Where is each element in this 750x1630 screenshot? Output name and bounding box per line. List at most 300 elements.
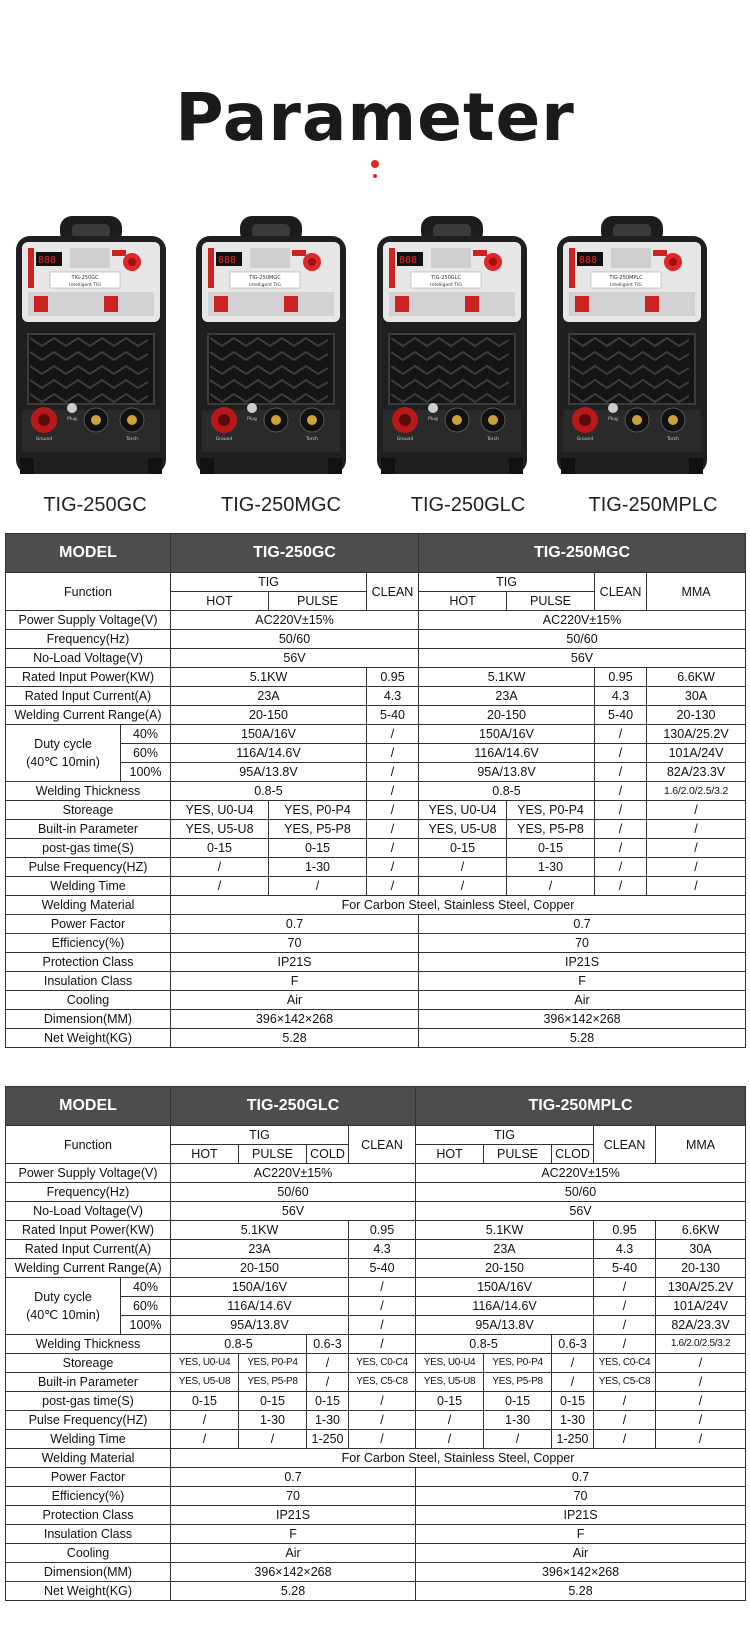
svg-text:Ground: Ground <box>215 437 233 442</box>
cell: / <box>595 877 647 896</box>
row-label: Frequency(Hz) <box>6 630 171 649</box>
cell: / <box>595 763 647 782</box>
cell: 95A/13.8V <box>171 1316 349 1335</box>
cell: 4.3 <box>367 687 419 706</box>
cell: F <box>419 972 746 991</box>
cell: YES, U0-U4 <box>171 1354 239 1373</box>
cell: 0.95 <box>349 1221 416 1240</box>
cell: 5.1KW <box>171 1221 349 1240</box>
cell: AC220V±15% <box>171 1164 416 1183</box>
row-label: Protection Class <box>6 953 171 972</box>
cell: CLEAN <box>349 1126 416 1164</box>
cell: / <box>595 744 647 763</box>
cell: CLOD <box>552 1145 594 1164</box>
cell: YES, C5-C8 <box>594 1373 656 1392</box>
row-label: Rated Input Power(KW) <box>6 1221 171 1240</box>
cell: / <box>594 1430 656 1449</box>
cell: HOT <box>171 1145 239 1164</box>
cell: 56V <box>419 649 746 668</box>
duty-sublabel: (40℃ 10min) <box>26 755 100 769</box>
model-header-a: TIG-250GLC <box>171 1087 416 1126</box>
cell: F <box>416 1525 746 1544</box>
cell: / <box>656 1411 746 1430</box>
cell: YES, U0-U4 <box>171 801 269 820</box>
cell: / <box>269 877 367 896</box>
cell: 23A <box>419 687 595 706</box>
cell: Air <box>171 991 419 1010</box>
cell: 1.6/2.0/2.5/3.2 <box>647 782 746 801</box>
accent-dot <box>371 160 379 168</box>
row-label: Rated Input Power(KW) <box>6 668 171 687</box>
cell: / <box>367 858 419 877</box>
cell: 100% <box>121 1316 171 1335</box>
cell: 0.8-5 <box>419 782 595 801</box>
product-name-3: TIG-250GLC <box>410 494 526 516</box>
row-label: Welding Time <box>6 877 171 896</box>
cell: / <box>656 1354 746 1373</box>
cell: / <box>595 858 647 877</box>
cell: 95A/13.8V <box>416 1316 594 1335</box>
cell: CLEAN <box>594 1126 656 1164</box>
row-label: Frequency(Hz) <box>6 1183 171 1202</box>
row-label: Efficiency(%) <box>6 934 171 953</box>
cell: / <box>171 1430 239 1449</box>
row-label: Rated Input Current(A) <box>6 1240 171 1259</box>
svg-text:Torch: Torch <box>667 437 679 442</box>
cell: 0.7 <box>171 1468 416 1487</box>
cell: YES, P5-P8 <box>507 820 595 839</box>
product-image-2 <box>194 214 348 476</box>
model-header-b: TIG-250MPLC <box>416 1087 746 1126</box>
cell: YES, P5-P8 <box>239 1373 307 1392</box>
cell: / <box>647 877 746 896</box>
cell: / <box>367 744 419 763</box>
svg-text:Torch: Torch <box>306 437 318 442</box>
cell: PULSE <box>484 1145 552 1164</box>
cell: / <box>647 820 746 839</box>
cell: IP21S <box>416 1506 746 1525</box>
svg-text:Intelligent TIG: Intelligent TIG <box>69 283 101 288</box>
cell: 60% <box>121 744 171 763</box>
cell: / <box>416 1430 484 1449</box>
cell: / <box>307 1354 349 1373</box>
cell: / <box>595 782 647 801</box>
cell: YES, U5-U8 <box>416 1373 484 1392</box>
cell: 5-40 <box>594 1259 656 1278</box>
cell: HOT <box>171 592 269 611</box>
cell: / <box>594 1316 656 1335</box>
cell: / <box>647 801 746 820</box>
cell: 0.95 <box>595 668 647 687</box>
page-title: Parameter <box>175 79 575 156</box>
spec-table-2 <box>5 1086 746 1601</box>
cell: IP21S <box>419 953 746 972</box>
cell: / <box>656 1373 746 1392</box>
cell: / <box>595 801 647 820</box>
cell: 60% <box>121 1297 171 1316</box>
cell: IP21S <box>171 1506 416 1525</box>
row-label: Built-in Parameter <box>6 820 171 839</box>
cell: / <box>367 801 419 820</box>
cell: 0.6-3 <box>552 1335 594 1354</box>
svg-text:TIG-250GC: TIG-250GC <box>71 275 99 281</box>
cell: 70 <box>419 934 746 953</box>
svg-text:Plug: Plug <box>247 417 257 422</box>
cell: 0.8-5 <box>416 1335 552 1354</box>
row-label: Built-in Parameter <box>6 1373 171 1392</box>
cell: 0-15 <box>419 839 507 858</box>
cell: Air <box>419 991 746 1010</box>
cell: 0-15 <box>307 1392 349 1411</box>
cell: YES, P5-P8 <box>484 1373 552 1392</box>
cell: YES, C0-C4 <box>349 1354 416 1373</box>
cell: 0.8-5 <box>171 782 367 801</box>
cell: 70 <box>416 1487 746 1506</box>
cell: / <box>307 1373 349 1392</box>
cell: Air <box>416 1544 746 1563</box>
cell: 5.28 <box>171 1029 419 1048</box>
cell: F <box>171 1525 416 1544</box>
cell: 56V <box>171 1202 416 1221</box>
cell: / <box>594 1411 656 1430</box>
cell: 0-15 <box>484 1392 552 1411</box>
cell: 50/60 <box>416 1183 746 1202</box>
cell: 0-15 <box>416 1392 484 1411</box>
cell: YES, P0-P4 <box>507 801 595 820</box>
svg-text:Plug: Plug <box>67 417 77 422</box>
row-label: Storeage <box>6 801 171 820</box>
row-label: Rated Input Current(A) <box>6 687 171 706</box>
cell: 0-15 <box>171 839 269 858</box>
svg-text:Ground: Ground <box>35 437 53 442</box>
cell: 5.28 <box>171 1582 416 1601</box>
cell: 0-15 <box>507 839 595 858</box>
cell: TIG <box>171 573 367 592</box>
spec-table-1 <box>5 533 746 1048</box>
cell: / <box>594 1392 656 1411</box>
cell: PULSE <box>239 1145 307 1164</box>
row-label: Power Factor <box>6 1468 171 1487</box>
cell: 101A/24V <box>647 744 746 763</box>
cell: YES, P0-P4 <box>484 1354 552 1373</box>
cell: 1-30 <box>269 858 367 877</box>
cell: 4.3 <box>349 1240 416 1259</box>
cell: 1-250 <box>552 1430 594 1449</box>
cell: 82A/23.3V <box>656 1316 746 1335</box>
cell: 40% <box>121 725 171 744</box>
row-label: Dimension(MM) <box>6 1563 171 1582</box>
cell: 116A/14.6V <box>171 744 367 763</box>
cell: 1-30 <box>307 1411 349 1430</box>
cell: / <box>349 1392 416 1411</box>
cell: YES, U5-U8 <box>171 820 269 839</box>
cell: 100% <box>121 763 171 782</box>
cell: YES, P0-P4 <box>239 1354 307 1373</box>
svg-text:Ground: Ground <box>576 437 594 442</box>
row-label: Pulse Frequency(HZ) <box>6 858 171 877</box>
cell: 1-250 <box>307 1430 349 1449</box>
cell: 20-150 <box>171 1259 349 1278</box>
cell: 6.6KW <box>656 1221 746 1240</box>
cell: / <box>595 839 647 858</box>
cell: / <box>349 1278 416 1297</box>
cell: 20-150 <box>171 706 367 725</box>
cell: / <box>552 1354 594 1373</box>
cell: / <box>595 820 647 839</box>
cell: 5-40 <box>595 706 647 725</box>
cell: 0.7 <box>171 915 419 934</box>
row-label: Power Supply Voltage(V) <box>6 1164 171 1183</box>
cell: 56V <box>171 649 419 668</box>
cell: 0.95 <box>367 668 419 687</box>
row-label: Cooling <box>6 991 171 1010</box>
cell: / <box>171 1411 239 1430</box>
row-label: Welding Time <box>6 1430 171 1449</box>
svg-text:Torch: Torch <box>126 437 138 442</box>
model-header-b: TIG-250MGC <box>419 534 746 573</box>
cell: 0.7 <box>419 915 746 934</box>
cell: 150A/16V <box>171 1278 349 1297</box>
cell: 5.1KW <box>419 668 595 687</box>
cell: 116A/14.6V <box>171 1297 349 1316</box>
cell: 0.8-5 <box>171 1335 307 1354</box>
svg-text:888: 888 <box>38 255 57 266</box>
cell: 0-15 <box>269 839 367 858</box>
cell: 1-30 <box>239 1411 307 1430</box>
svg-text:TIG-250MGC: TIG-250MGC <box>249 275 281 281</box>
row-label: Protection Class <box>6 1506 171 1525</box>
product-image-4 <box>555 214 709 476</box>
accent-dot-small <box>373 174 377 178</box>
cell: 130A/25.2V <box>656 1278 746 1297</box>
cell: 130A/25.2V <box>647 725 746 744</box>
row-label: No-Load Voltage(V) <box>6 649 171 668</box>
cell: / <box>594 1278 656 1297</box>
row-label: Function <box>6 573 171 611</box>
cell: 5-40 <box>367 706 419 725</box>
cell: 396×142×268 <box>416 1563 746 1582</box>
svg-text:Intelligent TIG: Intelligent TIG <box>430 283 462 288</box>
cell: YES, U0-U4 <box>416 1354 484 1373</box>
svg-text:TIG-250MPLC: TIG-250MPLC <box>609 275 643 281</box>
svg-text:888: 888 <box>399 255 418 266</box>
cell: / <box>419 877 507 896</box>
row-label: Power Supply Voltage(V) <box>6 611 171 630</box>
cell: / <box>594 1297 656 1316</box>
row-label: Pulse Frequency(HZ) <box>6 1411 171 1430</box>
row-label <box>6 725 121 782</box>
cell: 30A <box>647 687 746 706</box>
cell: / <box>171 858 269 877</box>
cell: 23A <box>171 1240 349 1259</box>
cell: / <box>349 1297 416 1316</box>
cell: / <box>367 820 419 839</box>
product-name-2: TIG-250MGC <box>220 494 342 516</box>
cell: / <box>349 1335 416 1354</box>
cell: 5.28 <box>416 1582 746 1601</box>
row-label: Welding Thickness <box>6 782 171 801</box>
cell: TIG <box>416 1126 594 1145</box>
cell: 116A/14.6V <box>419 744 595 763</box>
cell: 5.1KW <box>171 668 367 687</box>
cell: PULSE <box>507 592 595 611</box>
cell: 20-130 <box>656 1259 746 1278</box>
cell: / <box>349 1411 416 1430</box>
cell: 95A/13.8V <box>171 763 367 782</box>
row-label: Dimension(MM) <box>6 1010 171 1029</box>
cell: / <box>367 839 419 858</box>
cell: / <box>594 1335 656 1354</box>
cell: 4.3 <box>595 687 647 706</box>
cell: 4.3 <box>594 1240 656 1259</box>
cell: TIG <box>419 573 595 592</box>
cell: YES, P5-P8 <box>269 820 367 839</box>
cell: 396×142×268 <box>419 1010 746 1029</box>
cell: / <box>552 1373 594 1392</box>
svg-text:Torch: Torch <box>487 437 499 442</box>
cell: 5-40 <box>349 1259 416 1278</box>
cell: IP21S <box>171 953 419 972</box>
cell: 101A/24V <box>656 1297 746 1316</box>
cell: / <box>416 1411 484 1430</box>
cell: 23A <box>171 687 367 706</box>
row-label: Net Weight(KG) <box>6 1582 171 1601</box>
duty-sublabel: (40℃ 10min) <box>26 1308 100 1322</box>
product-name-1: TIG-250GC <box>43 494 147 516</box>
cell: 95A/13.8V <box>419 763 595 782</box>
row-label: Power Factor <box>6 915 171 934</box>
svg-text:Ground: Ground <box>396 437 414 442</box>
cell: YES, P0-P4 <box>269 801 367 820</box>
cell: HOT <box>419 592 507 611</box>
row-label: Welding Material <box>6 896 171 915</box>
product-image-3 <box>375 214 529 476</box>
cell: 23A <box>416 1240 594 1259</box>
cell: YES, U0-U4 <box>419 801 507 820</box>
product-image-1 <box>14 214 168 476</box>
cell: 40% <box>121 1278 171 1297</box>
row-label: Efficiency(%) <box>6 1487 171 1506</box>
cell: 0-15 <box>239 1392 307 1411</box>
cell: 20-130 <box>647 706 746 725</box>
model-header: MODEL <box>6 534 171 573</box>
cell: YES, C0-C4 <box>594 1354 656 1373</box>
svg-text:888: 888 <box>218 255 237 266</box>
cell: / <box>419 858 507 877</box>
duty-label: Duty cycle <box>34 1290 92 1304</box>
cell: / <box>595 725 647 744</box>
svg-text:TIG-250GLC: TIG-250GLC <box>431 275 461 281</box>
cell: YES, C5-C8 <box>349 1373 416 1392</box>
cell: 6.6KW <box>647 668 746 687</box>
cell: 1-30 <box>507 858 595 877</box>
cell: YES, U5-U8 <box>171 1373 239 1392</box>
cell: AC220V±15% <box>171 611 419 630</box>
cell: MMA <box>656 1126 746 1164</box>
cell: / <box>656 1430 746 1449</box>
row-label: Welding Material <box>6 1449 171 1468</box>
row-label: Storeage <box>6 1354 171 1373</box>
cell: / <box>367 725 419 744</box>
cell: / <box>647 858 746 877</box>
cell: / <box>367 763 419 782</box>
cell: 5.1KW <box>416 1221 594 1240</box>
cell: 0-15 <box>552 1392 594 1411</box>
cell: / <box>171 877 269 896</box>
product-name-4: TIG-250MPLC <box>588 494 718 516</box>
row-label: Welding Current Range(A) <box>6 1259 171 1278</box>
cell: 150A/16V <box>171 725 367 744</box>
cell: / <box>507 877 595 896</box>
cell: CLEAN <box>367 573 419 611</box>
svg-text:Plug: Plug <box>428 417 438 422</box>
row-label: No-Load Voltage(V) <box>6 1202 171 1221</box>
svg-text:888: 888 <box>579 255 598 266</box>
cell: 30A <box>656 1240 746 1259</box>
cell: 1.6/2.0/2.5/3.2 <box>656 1335 746 1354</box>
cell: 20-150 <box>416 1259 594 1278</box>
cell: YES, U5-U8 <box>419 820 507 839</box>
cell: 150A/16V <box>419 725 595 744</box>
model-header: MODEL <box>6 1087 171 1126</box>
cell: / <box>656 1392 746 1411</box>
row-label: Net Weight(KG) <box>6 1029 171 1048</box>
cell: CLEAN <box>595 573 647 611</box>
row-label: Welding Thickness <box>6 1335 171 1354</box>
row-label: Cooling <box>6 1544 171 1563</box>
cell: TIG <box>171 1126 349 1145</box>
cell: / <box>647 839 746 858</box>
cell: 1-30 <box>552 1411 594 1430</box>
cell: HOT <box>416 1145 484 1164</box>
duty-label: Duty cycle <box>34 737 92 751</box>
cell: 56V <box>416 1202 746 1221</box>
cell: / <box>367 877 419 896</box>
cell: 0-15 <box>171 1392 239 1411</box>
row-label <box>6 1278 121 1335</box>
cell: 70 <box>171 1487 416 1506</box>
cell: 0.95 <box>594 1221 656 1240</box>
cell: AC220V±15% <box>416 1164 746 1183</box>
cell: 50/60 <box>171 630 419 649</box>
row-label: Insulation Class <box>6 1525 171 1544</box>
cell: 0.7 <box>416 1468 746 1487</box>
cell: Air <box>171 1544 416 1563</box>
cell: 0.6-3 <box>307 1335 349 1354</box>
svg-text:Intelligent TIG: Intelligent TIG <box>249 283 281 288</box>
cell: / <box>367 782 419 801</box>
row-label: post-gas time(S) <box>6 839 171 858</box>
cell: / <box>239 1430 307 1449</box>
cell: 116A/14.6V <box>416 1297 594 1316</box>
row-label: Insulation Class <box>6 972 171 991</box>
cell: / <box>484 1430 552 1449</box>
cell: 396×142×268 <box>171 1563 416 1582</box>
cell: 150A/16V <box>416 1278 594 1297</box>
cell: COLD <box>307 1145 349 1164</box>
cell: 20-150 <box>419 706 595 725</box>
cell: 50/60 <box>419 630 746 649</box>
cell: 396×142×268 <box>171 1010 419 1029</box>
cell: F <box>171 972 419 991</box>
cell: 50/60 <box>171 1183 416 1202</box>
cell: 5.28 <box>419 1029 746 1048</box>
cell: / <box>349 1430 416 1449</box>
cell: 82A/23.3V <box>647 763 746 782</box>
cell: / <box>349 1316 416 1335</box>
cell: 1-30 <box>484 1411 552 1430</box>
svg-text:Intelligent TIG: Intelligent TIG <box>610 283 642 288</box>
